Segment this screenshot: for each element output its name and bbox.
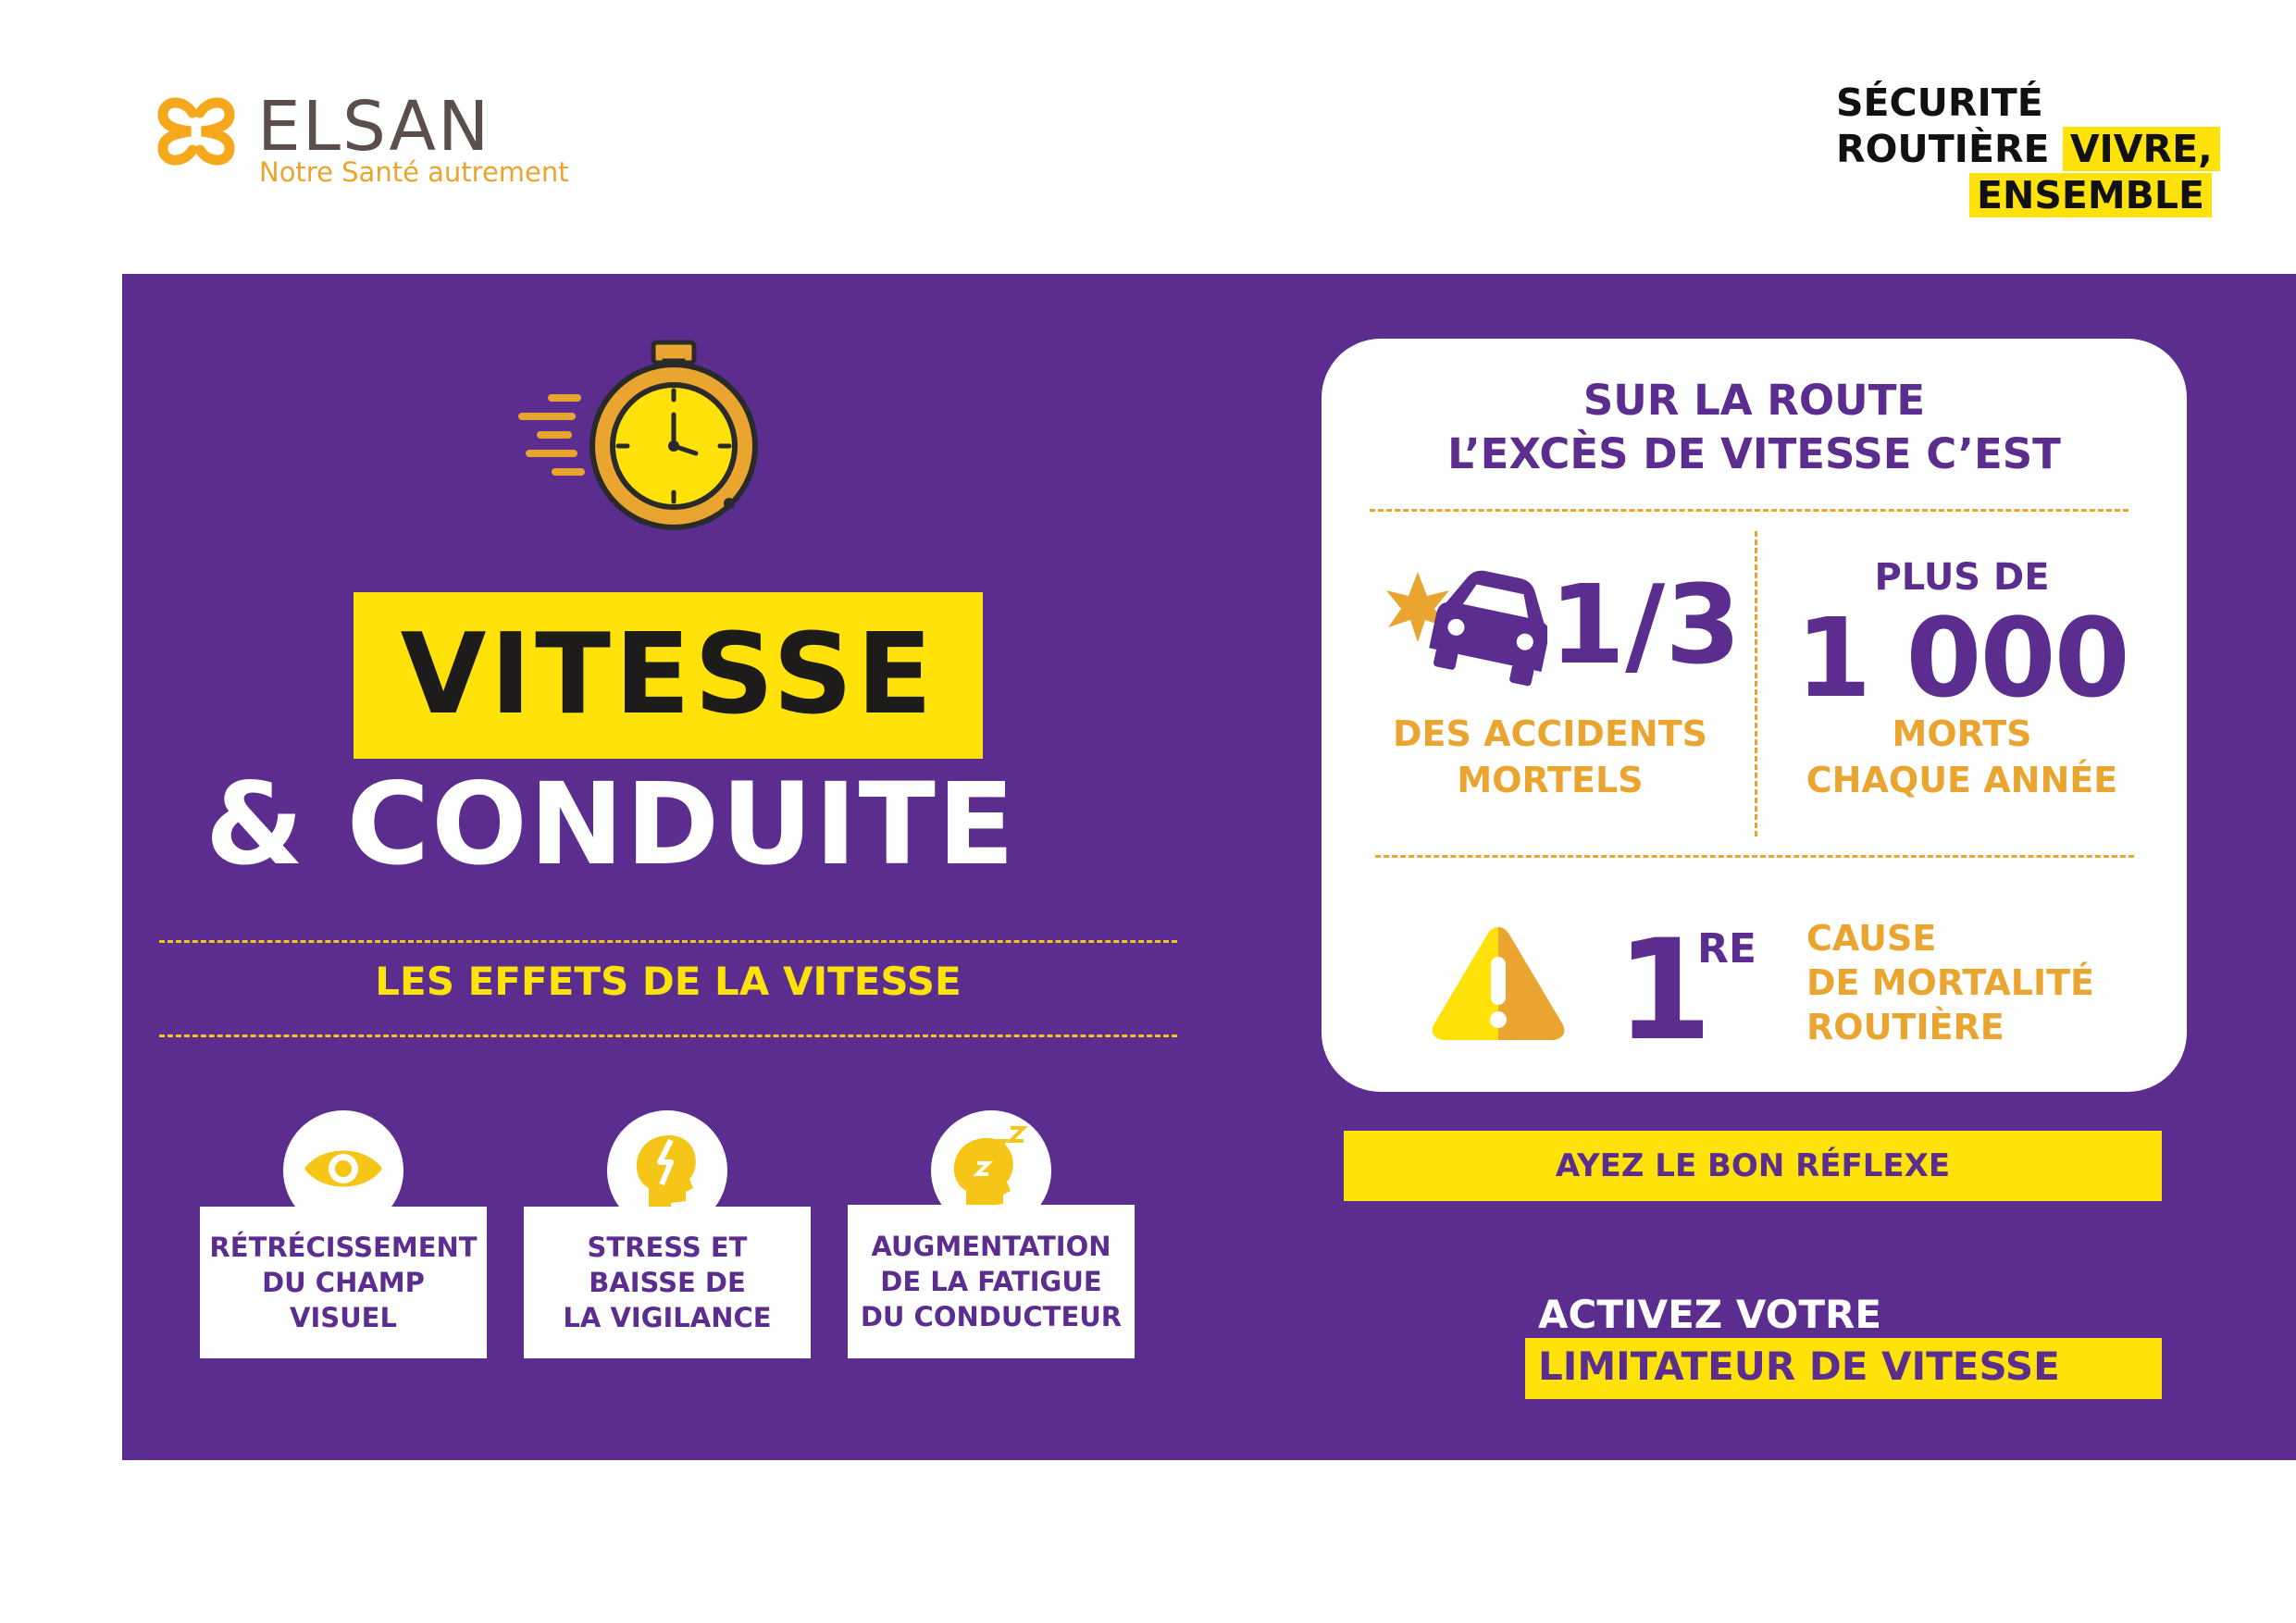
reflex-banner	[1344, 1131, 2162, 1201]
divider-top	[159, 940, 1177, 943]
reflex-text: AYEZ LE BON RÉFLEXE	[1555, 1147, 1951, 1184]
deaths-prefix: PLUS DE	[1874, 556, 2050, 599]
rank-value: 1	[1616, 911, 1713, 1072]
stats-divider-bottom	[1375, 855, 2134, 858]
elsan-logo-icon	[155, 93, 237, 170]
accidents-label-line2: MORTELS	[1457, 760, 1644, 800]
activate-line1: ACTIVEZ VOTRE	[1538, 1292, 1882, 1337]
rank-suffix: RE	[1697, 925, 1756, 973]
deaths-value: 1 000	[1795, 594, 2128, 722]
sleepy-head-icon	[949, 1124, 1033, 1217]
warning-icon	[1429, 922, 1568, 1046]
effect-text: LA VIGILANCE	[563, 1302, 772, 1333]
effect-text: DU CHAMP	[262, 1267, 425, 1298]
partner-line2: ROUTIÈRE	[1836, 127, 2050, 171]
brand-name: ELSAN	[257, 87, 491, 167]
effect-text: BAISSE DE	[589, 1267, 746, 1298]
effect-text: VISUEL	[290, 1302, 397, 1333]
deaths-label	[1768, 711, 2156, 803]
eye-icon	[301, 1143, 386, 1198]
title-highlight-box	[354, 592, 983, 759]
effect-text: RÉTRÉCISSEMENT	[209, 1232, 478, 1263]
stats-title-line1: SUR LA ROUTE	[1582, 376, 1926, 425]
effects-heading: LES EFFETS DE LA VITESSE	[375, 959, 962, 1004]
accidents-value: 1/3	[1549, 561, 1742, 688]
effect-card-visual	[200, 1207, 487, 1358]
rank-label-line1: CAUSE	[1806, 918, 1937, 959]
brand-tagline: Notre Santé autrement	[259, 156, 569, 188]
effect-text: AUGMENTATION	[871, 1231, 1111, 1262]
effect-text: STRESS ET	[587, 1232, 748, 1263]
effect-card-stress	[524, 1207, 811, 1358]
stats-title-line2: L’EXCÈS DE VITESSE C’EST	[1447, 429, 2061, 478]
rank-label	[1806, 916, 2094, 1049]
stats-divider-vertical	[1755, 531, 1757, 836]
stressed-head-icon	[630, 1127, 704, 1214]
partner-line2-highlight: VIVRE,	[2063, 127, 2220, 171]
stopwatch-icon	[515, 339, 774, 533]
title-top: VITESSE	[400, 611, 937, 739]
rank-label-line2: DE MORTALITÉ	[1806, 962, 2095, 1003]
stats-title	[1322, 374, 2187, 481]
securite-routiere-logo	[1836, 80, 2220, 218]
rank-label-line3: ROUTIÈRE	[1806, 1007, 2004, 1047]
deaths-label-line1: MORTS	[1892, 713, 2032, 754]
accidents-label-line1: DES ACCIDENTS	[1392, 713, 1707, 754]
stats-divider-top	[1370, 509, 2128, 512]
partner-line1: SÉCURITÉ	[1836, 81, 2043, 125]
effect-card-fatigue	[848, 1205, 1135, 1358]
effect-text: DU CONDUCTEUR	[860, 1301, 1123, 1332]
activate-line2: LIMITATEUR DE VITESSE	[1538, 1344, 2060, 1389]
car-crash-icon	[1381, 559, 1547, 701]
title-bottom: & CONDUITE	[205, 759, 1017, 890]
deaths-label-line2: CHAQUE ANNÉE	[1806, 760, 2118, 800]
effect-text: DE LA FATIGUE	[880, 1266, 1102, 1297]
partner-line3-highlight: ENSEMBLE	[1969, 173, 2212, 217]
accidents-label	[1360, 711, 1740, 803]
divider-bottom	[159, 1035, 1177, 1037]
